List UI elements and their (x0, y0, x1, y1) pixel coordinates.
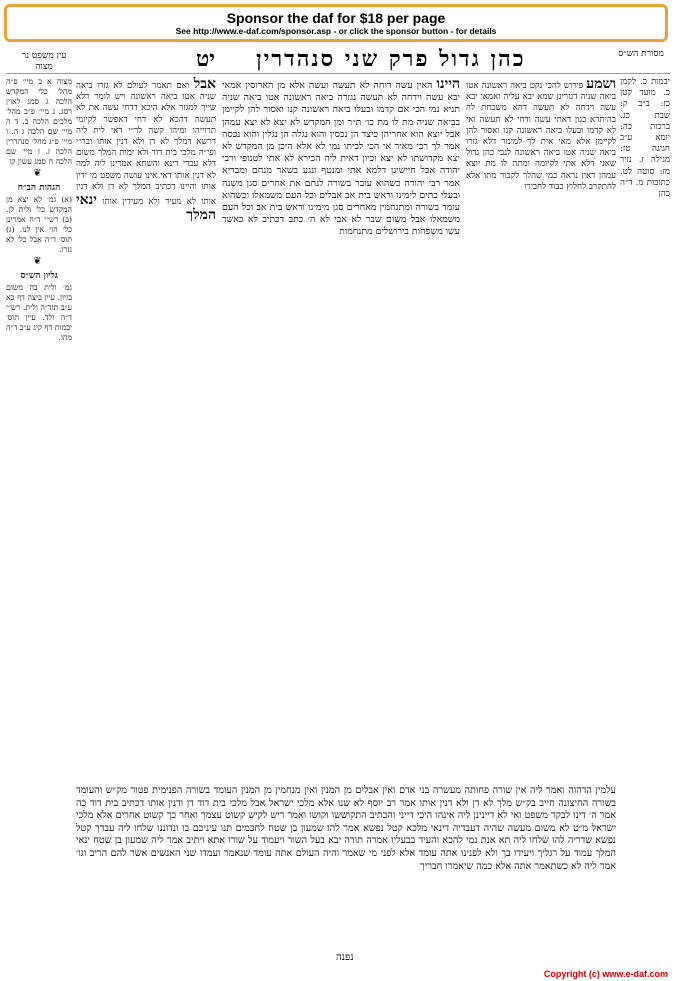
page-title: כהן גדול פרק שני סנהדרין (256, 46, 526, 72)
catchword: נפנה (336, 952, 354, 963)
rashi-heading: ושמע (586, 77, 616, 92)
right-margin-references (620, 77, 670, 967)
right-margin-text: יבמות כ. לקמן כ. מועד קטן כז: ב״ב ק: שבת כג. ברכות כה: יומא ע״ב חגיגה טז: מגילה ז. נזיר מז: סוטה לט. כתובות מ. ד״ה כהן (620, 77, 670, 200)
gemara-text: האין עשה דוחה לא תעשה ועשה אלא מן הארוסין אמאי יבא עשה וידחה לא תעשה נגזרה ביאה ראשונה אטו ביאה שניה תניא נמי הכי אם קדמו ובעלו ביאה ראשונה קנו ואסור להן לקיימן בביאה שניה מת לו מת כו׳ ת״ר ומן המקדש לא יצא לא יצא עמהן אבל יוצא הוא אחריהן כיצד הן נכסין והוא נגלה הן נגלין והוא נכסה אמר לך רבי מאיר אי הכי לביתו נמי לא אלא היכן מן המקדש לא יצא מקדושתו לא יצא וכיון דאית ליה הכירא לא אתי לטנופי ורבי יהודה אכל חיישינן דלמא אתי ומנטף ונגע בשאר מנחם ומבריא אמר רבי יהודה כשהוא עובר בשורה לנחם את אחרים סגן משנה ובעלי בתים לימינו וראש בית אב אבלים וכל העם משמאלו וכשהוא עומד בשורה ומתנחמין מאחרים סגן מימינו וראש בית אב וכל העם משמאלו אבל משום שבר לא אבי לא ה׳ כתב דכתיב לא כאשר עשו משפחות בירושלים מתנחמות (222, 80, 460, 238)
gilyon-hashas-text: גמ׳ ולית בה משום בזיון. עיין ביצה דף כא ע״ב תוד״ה ולית. רש״י ד״ה ולד. עיין תוס׳ יבמות דף קיג ע״ב ד״ה מהו. (6, 283, 72, 342)
sponsor-banner-title[interactable]: Sponsor the daf for $18 per page (226, 10, 446, 26)
gemara-continuation (76, 785, 616, 937)
gilyon-hashas-heading: גליון הש״ס (20, 271, 58, 281)
talmud-page (6, 45, 670, 967)
copyright-notice[interactable]: Copyright (c) www.e-daf.com (543, 969, 668, 979)
gemara-lead-word: היינו (436, 77, 460, 92)
page-number: יט (196, 46, 216, 72)
masoret-hashas-label: מסורת הש״ס (618, 49, 664, 59)
hagahot-habach-heading: הגהות הב״ח (17, 183, 61, 193)
tosafot-heading-2: ינאי המלך (76, 192, 216, 224)
tosafot-text: ואם תאמר לעולם לא גזרו ביאה שניה אטו ביאה ראשונה ויש לומר דלא שייך למגזר אלא היכא דדחי עשה את לא תעשה דהכא לא דחי דאפשר לקיומי תרוייהו ומיהו קשה לר״י דאי לית ליה דרשא דמלך לא דן ולא דנין אותו ובר״י ופי״ה מלכי בית דוד ולא ימות המלך משום דלא עבדי דינא והשתא אמרינן ליה למה לא דנין אותו דאי אינו עושה משפט מי ידין אותו והיינו דכתיב המלך לא דן ולא דנין אותו לא מעיד ולא מעידין אותו (76, 81, 216, 208)
page-header (6, 45, 670, 74)
tosafot-heading: אבל (193, 77, 216, 92)
left-margin-column (6, 77, 72, 967)
ornament-divider-icon: ❦ (33, 168, 45, 179)
sponsor-banner[interactable] (4, 4, 668, 42)
rashi-text: פירוש להכי נקט ביאה ראשונה אטו ביאה שניה דגזרינן שמא יבא עליה ואמאי יבא עשה וידחה לא תעשה דהא משכחת לה בהיתרא כגון דאתי עשה ודחי לא תעשה ואי לא קדמו ובעלו ביאה ראשונה קנו ואסור להן לקיימן אלא מאי אית לך למימר דלא גזרו ביאה שניה אטו ביאה ראשונה לגבי כהן גדול שאני דלא אתי לקיומה ומתה לו מת יוצא עמהן דאין נראה כמי שהלך לקבור מתו אלא להתקרב לחלוץ כבוד לחבירו (466, 81, 616, 192)
ornament-divider-icon: ❦ (33, 256, 45, 267)
sponsor-banner-subtitle[interactable]: See http://www.e-daf.com/sponsor.asp - or click the sponsor button - for details (175, 26, 497, 36)
ein-mishpat-text: מצוה א ב מיי׳ פ״ה מהל׳ כלי המקדש הלכה ג סמג לאוין רסג. ג מיי׳ פ״ב מהל׳ מלכים הלכה ב. ד ה מיי׳ שם הלכה ג ה. ו מיי׳ פ״ג מהל׳ סנהדרין הלכה ז. ז מיי׳ שם הלכה ח סמג עשין קז (6, 77, 72, 166)
ein-mishpat-label: עין משפט נר מצוה (21, 51, 67, 72)
gemara-continuation-text: עלמין הדהוה ואמר ליה אין שורה פחותה מעשרה בני אדם ואין אבלים מן המנין ואין מנחמין מן המנין העומד בשורה הפנימית פטור מק״ש והעומד בשורה החיצונה חייב בק״ש מלך לא דן ולא דנין אותו אמר רב יוסף לא שנו אלא מלכי ישראל אבל מלכי בית דוד דן ודנין אותו דכתיב בית דוד כה אמר ה׳ דינו לבקר משפט ואי לא דיינינן ליה אינהו היכי דייני והכתיב התקוששו וקושו ואמר ריש לקיש קשוט עצמך ואחר כך קשוט אחרים אלא מלכי ישראל מ״ט לא משום מעשה שהיה דעבדיה דינאי מלכא קטל נפשא אמר להו שמעון בן שטח לחכמים תנו עיניכם בו ונדוננו שלחו ליה עבדך קטל נפשא שדריה להו שלחו ליה תא אנת נמי להכא והעיד בבעליו אמרה תורה יבא בעל השור ויעמוד על שורו אתא ויתיב אמר ליה שמעון בן שטח ינאי המלך עמוד על רגליך ויעידו בך ולא לפנינו אתה עומד אלא לפני מי שאמר והיה העולם אתה עומד שנאמר ועמדו שני האנשים אשר להם הריב וגו׳ אמר ליה לא כשתאמר אתה אלא כמה שיאמרו חבריך (76, 785, 616, 872)
hagahot-habach-text: (א) גמ׳ לא יצא מן המקדש כל׳ ולית לן. (ב) רש״י ד״ה אמרינן כל׳ הוי אין לנו. (ג) תוס׳ ד״ה אבל כל׳ לא גזרו. (6, 195, 72, 254)
